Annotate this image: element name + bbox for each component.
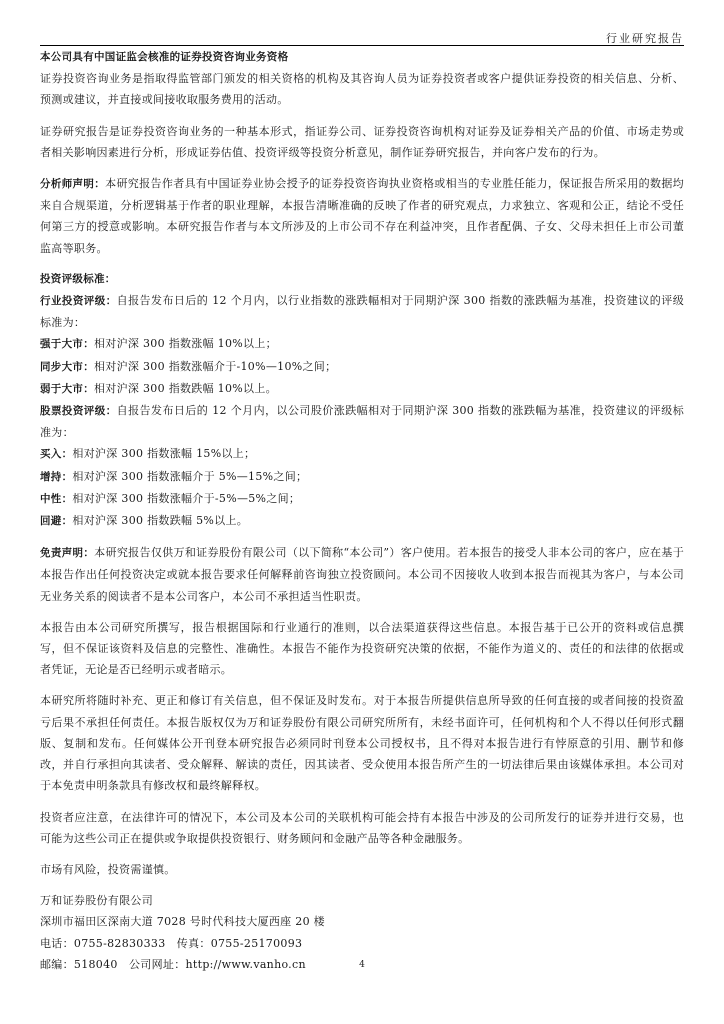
rating-item-text: 相对沪深 300 指数涨幅 10%以上； [94,337,277,351]
industry-rating-label: 行业投资评级： [40,295,117,308]
rating-item-text: 相对沪深 300 指数涨幅介于-5%—5%之间； [72,491,301,505]
stock-rating-text: 自报告发布日后的 12 个月内，以公司股价涨跌幅相对于同期沪深 300 指数的涨跌幅为基准，投资建议的评级标准为： [40,404,684,440]
disclaimer-paragraph-2: 本报告由本公司研究所撰写，报告根据国际和行业通行的准则，以合法渠道获得这些信息。本报告基于已公开的资料或信息撰写，但不保证该资料及信息的完整性、准确性。本报告不能作为投资研究决策的依据，不能作为道义的、责任的和法律的依据或者凭证，无论是否已经明示或者暗示。 [40,620,684,677]
company-postal-website: 邮编：518040 公司网址：http://www.vanho.cn [40,957,306,971]
header-label: 行业研究报告 [606,32,684,45]
disclaimer [40,542,684,607]
rating-item-label: 弱于大市： [40,382,94,395]
rating-item-label: 增持： [40,470,73,483]
qualification-title: 本公司具有中国证监会核准的证券投资咨询业务资格 [40,51,289,63]
stock-rating-label: 股票投资评级： [40,405,117,418]
rating-item-text: 相对沪深 300 指数跌幅 10%以上。 [94,381,277,395]
industry-rating-item [40,333,684,355]
header-rule [40,45,684,46]
qualification-paragraph-1: 证券投资咨询业务是指取得监管部门颁发的相关资格的机构及其咨询人员为证券投资者或客户提供证券投资的相关信息、分析、预测或建议，并直接或间接收取服务费用的活动。 [40,72,684,107]
rating-item-label: 买入： [40,448,73,461]
industry-rating [40,290,684,333]
analyst-statement-text: 本研究报告作者具有中国证券业协会授予的证券投资咨询执业资格或相当的专业胜任能力，保证报告所采用的数据均来自合规渠道，分析逻辑基于作者的职业理解，本报告清晰准确的反映了作者的研究观点，力求独立、客观和公正，结论不受任何第三方的授意或影响。本研究报告作者与本文所涉及的上市公司不存在利益冲突，且作者配偶、子女、父母未担任上市公司董监高等职务。 [40,177,684,255]
stock-rating-item [40,510,684,532]
stock-rating-item [40,443,684,465]
disclaimer-paragraph-4: 投资者应注意，在法律许可的情况下，本公司及本公司的关联机构可能会持有本报告中涉及的公司所发行的证券并进行交易，也可能为这些公司正在提供或争取提供投资银行、财务顾问和金融产品等各种金融服务。 [40,810,684,845]
industry-rating-item [40,356,684,378]
rating-item-label: 回避： [40,515,73,528]
stock-rating-item [40,488,684,510]
rating-item-text: 相对沪深 300 指数跌幅 5%以上。 [72,514,249,528]
industry-rating-item [40,378,684,400]
rating-item-text: 相对沪深 300 指数涨幅 15%以上； [72,447,256,461]
stock-rating [40,400,684,443]
page-number: 4 [359,960,365,970]
disclaimer-text: 本研究报告仅供万和证券股份有限公司（以下简称“本公司”）客户使用。若本报告的接受人非本公司的客户，应在基于本报告作出任何投资决定或就本报告要求任何解释前咨询独立投资顾问。本公司不因接收人收到本报告而视其为客户，与本公司无业务关系的阅读者不是本公司客户，本公司不承担适当性职责。 [40,546,684,603]
company-address: 深圳市福田区深南大道 7028 号时代科技大厦西座 20 楼 [40,915,325,929]
rating-item-label: 同步大市： [40,360,94,373]
rating-item-label: 中性： [40,492,73,505]
analyst-statement [40,173,684,259]
industry-rating-text: 自报告发布日后的 12 个月内，以行业指数的涨跌幅相对于同期沪深 300 指数的涨跌幅为基准，投资建议的评级标准为： [40,294,684,330]
analyst-statement-label: 分析师声明： [40,178,106,191]
rating-item-text: 相对沪深 300 指数涨幅介于-10%—10%之间； [94,359,337,373]
rating-item-label: 强于大市： [40,338,94,351]
disclaimer-paragraph-3: 本研究所将随时补充、更正和修订有关信息，但不保证及时发布。对于本报告所提供信息所导致的任何直接的或者间接的投资盈亏后果不承担任何责任。本报告版权仅为万和证券股份有限公司研究所所有，未经书面许可，任何机构和个人不得以任何形式翻版、复制和发布。任何媒体公开刊登本研究报告必须同时刊登本公司授权书，且不得对本报告进行有悖原意的引用、删节和修改，并自行承担向其读者、受众解释、解读的责任，因其读者、受众使用本报告所产生的一切法律后果由该媒体承担。本公司对于本免责申明条款具有修改权和最终解释权。 [40,694,684,793]
qualification-paragraph-2: 证券研究报告是证券投资咨询业务的一种基本形式，指证券公司、证券投资咨询机构对证券及证券相关产品的价值、市场走势或者相关影响因素进行分析，形成证券估值、投资评级等投资分析意见，制作证券研究报告，并向客户发布的行为。 [40,124,684,159]
rating-item-text: 相对沪深 300 指数涨幅介于 5%—15%之间； [72,469,308,483]
rating-title: 投资评级标准： [40,272,116,285]
company-name: 万和证券股份有限公司 [40,894,153,908]
risk-warning: 市场有风险，投资需谨慎。 [40,862,176,876]
report-disclosure-content [40,47,684,975]
company-phone-fax: 电话：0755-82830333 传真：0755-25170093 [40,936,303,950]
disclaimer-label: 免责声明： [40,547,95,560]
stock-rating-item [40,466,684,488]
